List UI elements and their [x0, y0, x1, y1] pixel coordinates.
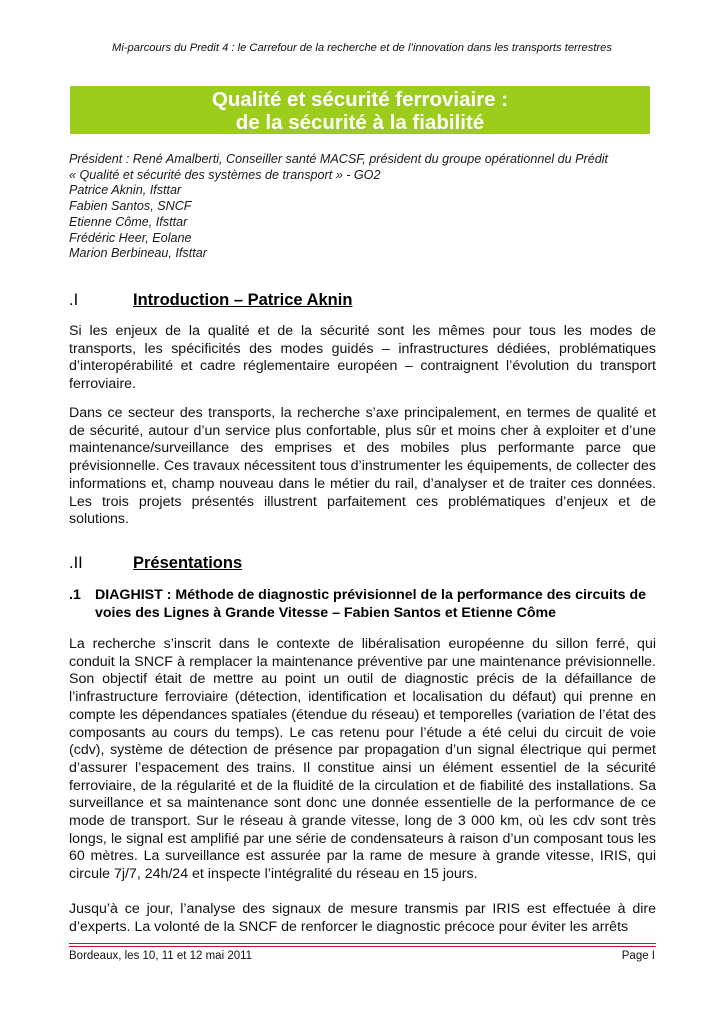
author-line: Patrice Aknin, Ifsttar [69, 183, 182, 198]
footer-rule [69, 946, 656, 947]
author-line: Président : René Amalberti, Conseiller santé MACSF, président du groupe opérationnel du Prédit [69, 152, 609, 166]
section-title: Présentations [133, 554, 243, 572]
author-list [69, 152, 659, 262]
footer-rule [69, 943, 656, 944]
footer-date: Bordeaux, les 10, 11 et 12 mai 2011 [69, 950, 253, 962]
running-header: Mi-parcours du Predit 4 : le Carrefour de la recherche et de l’innovation dans les transports terrestres [112, 42, 612, 54]
section-number: .II [69, 554, 83, 572]
subsection-heading [69, 587, 656, 622]
section-title: Introduction – Patrice Aknin [133, 291, 353, 309]
subsection-number: .1 [69, 587, 81, 603]
paragraph: Si les enjeux de la qualité et de la sécurité sont les mêmes pour tous les modes de transports, les spécificités des modes guidés – infrastructures dédiées, problématiques d’interopérabilité et cadre réglementaire européen – contraignent l’évolution du transport ferroviaire. [69, 323, 656, 393]
paragraph: Dans ce secteur des transports, la recherche s’axe principalement, en termes de qualité et de sécurité, autour d’un service plus confortable, plus sûr et moins cher à exploiter et d’une maintenance/surveillance des emprises et des mobiles plus performante parce que prévisionnelle. Ces travaux nécessitent tous d’instrumenter les équipements, de collecter des informations et, champ nouveau dans le métier du rail, d’analyser et de traiter ces données. Les trois projets présentés illustrent parfaitement ces problématiques d’enjeux et de solutions. [69, 405, 656, 528]
section-heading-presentations [69, 553, 242, 573]
author-line: « Qualité et sécurité des systèmes de transport » - GO2 [69, 167, 381, 182]
page-number: Page I [621, 950, 655, 962]
author-line: Marion Berbineau, Ifsttar [69, 246, 207, 261]
subsection-title: DIAGHIST : Méthode de diagnostic prévisionnel de la performance des circuits de voies des Lignes à Grande Vitesse – Fabien Santos et Etienne Côme [95, 587, 647, 621]
section-heading-introduction [69, 290, 352, 310]
author-line: Frédéric Heer, Eolane [69, 230, 192, 245]
author-line: Fabien Santos, SNCF [69, 199, 192, 214]
paragraph: La recherche s’inscrit dans le contexte de libéralisation européenne du sillon ferré, qui conduit la SNCF à remplacer la maintenance préventive par une maintenance prévisionnelle. Son objectif était de mettre au point un outil de diagnostic précis de la défaillance de l’infrastructure ferroviaire (détection, identification et localisation du défaut) qui prenne en compte les dépendances spatiales (étendue du réseau) et temporelles (variation de l’état des composants au cours du temps). Le cas retenu pour l’étude a été celui du circuit de voie (cdv), système de détection de présence par propagation d’un signal électrique qui permet d’assurer l’espacement des trains. Il constitue ainsi un élément essentiel de la sécurité ferroviaire, de la régularité et de la fluidité de la circulation et de fiabilité des installations. Sa surveillance et sa maintenance sont donc une donnée essentielle de la performance de ce mode de transport. Sur le réseau à grande vitesse, long de 3 000 km, où les cdv sont très longs, le signal est amplifié par une série de condensateurs à raison d’un composant tous les 60 mètres. La surveillance est assurée par la rame de mesure à grande vitesse, IRIS, qui circule 7j/7, 24h/24 et inspecte l’intégralité du réseau en 15 jours. [69, 636, 656, 883]
title-line-1: Qualité et sécurité ferroviaire : [211, 88, 509, 111]
author-line: Etienne Côme, Ifsttar [69, 214, 188, 229]
section-number: .I [69, 291, 79, 309]
paragraph: Jusqu’à ce jour, l’analyse des signaux de mesure transmis par IRIS est effectuée à dire d’experts. La volonté de la SNCF de renforcer le diagnostic précoce pour éviter les arrêts [69, 901, 656, 935]
title-banner [70, 86, 650, 134]
title-line-2: de la sécurité à la fiabilité [235, 111, 485, 134]
